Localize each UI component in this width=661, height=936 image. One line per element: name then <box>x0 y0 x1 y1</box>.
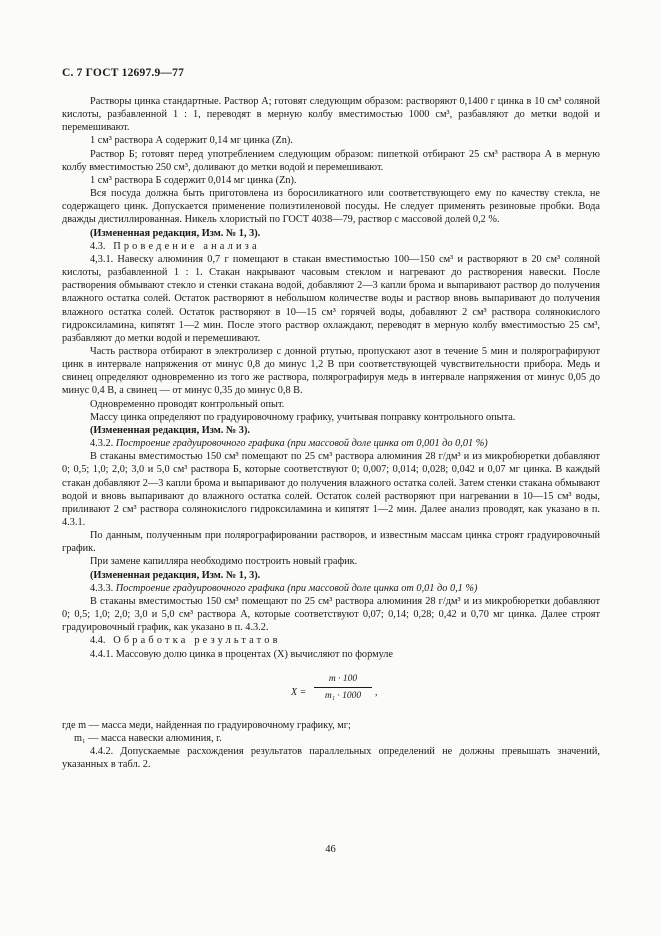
formula-fraction <box>314 673 372 703</box>
document-body <box>62 95 600 771</box>
paragraph: Одновременно проводят контрольный опыт. <box>90 398 285 410</box>
subsection-title: Построение градуировочного графика (при массовой доле цинка от 0,01 до 0,1 %) <box>115 582 478 594</box>
paragraph: Вся посуда должна быть приготовлена из боросиликатного или соответствующего ему по качеству стекла, не содержащего цинк. Допускается применение полиэтиленовой посуды. Не следует применять резиновые пробки. Вода дважды дистиллированная. Никель хлористый по ГОСТ 4038—79, раствор с массовой долей 0,2 %. <box>62 188 600 226</box>
paragraph: 4.4.2. Допускаемые расхождения результатов параллельных определений не должны превышать значений, указанных в табл. 2. <box>62 746 600 771</box>
subsection-number: 4.3.3. <box>90 582 114 594</box>
amendment-note: (Измененная редакция, Изм. № 3). <box>90 424 250 436</box>
variable-definition: m₁ — масса навески алюминия, г. <box>74 732 222 744</box>
section-title: Проведение анализа <box>113 240 260 252</box>
formula <box>62 669 600 715</box>
amendment-note: (Измененная редакция, Изм. № 1, 3). <box>90 227 261 239</box>
paragraph: В стаканы вместимостью 150 см³ помещают по 25 см³ раствора алюминия 28 г/дм³ и из микробюретки добавляют 0; 0,5; 1,0; 2,0; 3,0 и 5,0 см³ раствора А, которые соответствуют 0,07; 0,14; 0,28; 0,42 и 0,70 мг цинка. Далее строят градуировочный график, как указано в п. 4.3.2. <box>62 595 600 634</box>
section-heading <box>62 634 600 647</box>
paragraph: В стаканы вместимостью 150 см³ помещают по 25 см³ раствора алюминия 28 г/дм³ и из микробюретки добавляют 0; 0,5; 1,0; 2,0; 3,0 и 5,0 см³ раствора Б, которые соответствуют 0; 0,007; 0,014; 0,028; 0,042 и 0,07 мг цинка. В каждый стакан добавляют 2—3 капли брома и выпаривают до получения влажного остатка солей. Затем стенки стакана обмывают водой и вновь выпаривают до влажного остатка солей. Остаток солей растворяют при нагревании в 10—15 см³ воды, приливают 2 см³ раствора солянокислого гидроксиламина и кипятят 1—2 мин. Далее анализ проводят, как указано в п. 4.3.1. <box>62 451 600 528</box>
section-number: 4.3. <box>90 240 106 252</box>
variable-definition: где m — масса меди, найденная по градуировочному графику, мг; <box>62 719 351 731</box>
paragraph: 4,3.1. Навеску алюминия 0,7 г помещают в стакан вместимостью 100—150 см³ и растворяют в 20 см³ соляной кислоты, разбавленной 1 : 1. Стакан накрывают часовым стеклом и нагревают до растворения навески. После растворения обмывают стекло и стенки стакана водой, добавляют 2—3 капли брома и выпаривают раствор до получения влажного остатка солей. Остаток растворяют в небольшом количестве воды и раствор вновь выпаривают до получения влажного остатка солей. Остаток растворяют в 10—15 см³ горячей воды, добавляют 2 см³ раствора солянокислого гидроксиламина, кипятят 1—2 мин. После этого раствор охлаждают, переводят в мерную колбу вместимостью 25 см³, разбавляют до метки водой и перемешивают. <box>62 253 600 344</box>
paragraph: 1 см³ раствора А содержит 0,14 мг цинка (Zn). <box>90 135 293 147</box>
page-header: С. 7 ГОСТ 12697.9—77 <box>62 67 185 79</box>
paragraph: Часть раствора отбирают в электролизер с донной ртутью, пропускают азот в течение 5 мин и полярографируют цинк в интервале напряжения от минус 0,8 до минус 1,2 В при соответствующей чувствительности прибора. Медь и свинец определяют одновременно из того же раствора, полярографируя медь в интервале напряжения от минус 0,05 до минус 0,4 В, а свинец — от минус 0,35 до минус 0,8 В. <box>62 345 600 397</box>
formula-denominator: m₁ · 1000 <box>324 690 362 701</box>
subsection-number: 4.3.2. <box>90 438 114 450</box>
section-title: Обработка результатов <box>113 635 281 647</box>
formula-tail: , <box>375 686 378 698</box>
fraction-bar <box>314 687 372 688</box>
paragraph: По данным, полученным при полярографировании растворов, и известным массам цинка строят градуировочный график. <box>62 530 600 555</box>
section-number: 4.4. <box>90 635 106 647</box>
paragraph: При замене капилляра необходимо построить новый график. <box>90 556 358 568</box>
amendment-note: (Измененная редакция, Изм. № 1, 3). <box>90 569 261 581</box>
paragraph: Раствор Б; готовят перед употреблением следующим образом: пипеткой отбирают 25 см³ раствора А в мерную колбу вместимостью 250 см³, доливают до метки водой и перемешивают. <box>62 148 600 173</box>
paragraph: Растворы цинка стандартные. Раствор А; готовят следующим образом: растворяют 0,1400 г цинка в 10 см³ соляной кислоты, разбавленной 1 : 1, переводят в мерную колбу вместимостью 1000 см³, разбавляют до метки водой и перемешивают. <box>62 96 600 134</box>
page-number: 46 <box>325 844 336 855</box>
formula-lhs: X = <box>291 686 307 698</box>
formula-numerator: m · 100 <box>328 673 358 684</box>
paragraph: 1 см³ раствора Б содержит 0,014 мг цинка (Zn). <box>90 174 297 186</box>
section-heading <box>62 240 600 253</box>
subsection-title: Построение градуировочного графика (при массовой доле цинка от 0,001 до 0,01 %) <box>115 438 488 450</box>
paragraph: Массу цинка определяют по градуировочному графику, учитывая поправку контрольного опыта. <box>90 411 516 423</box>
subsection-heading <box>62 582 600 595</box>
subsection-heading <box>62 437 600 450</box>
paragraph: 4.4.1. Массовую долю цинка в процентах (X) вычисляют по формуле <box>90 648 393 660</box>
